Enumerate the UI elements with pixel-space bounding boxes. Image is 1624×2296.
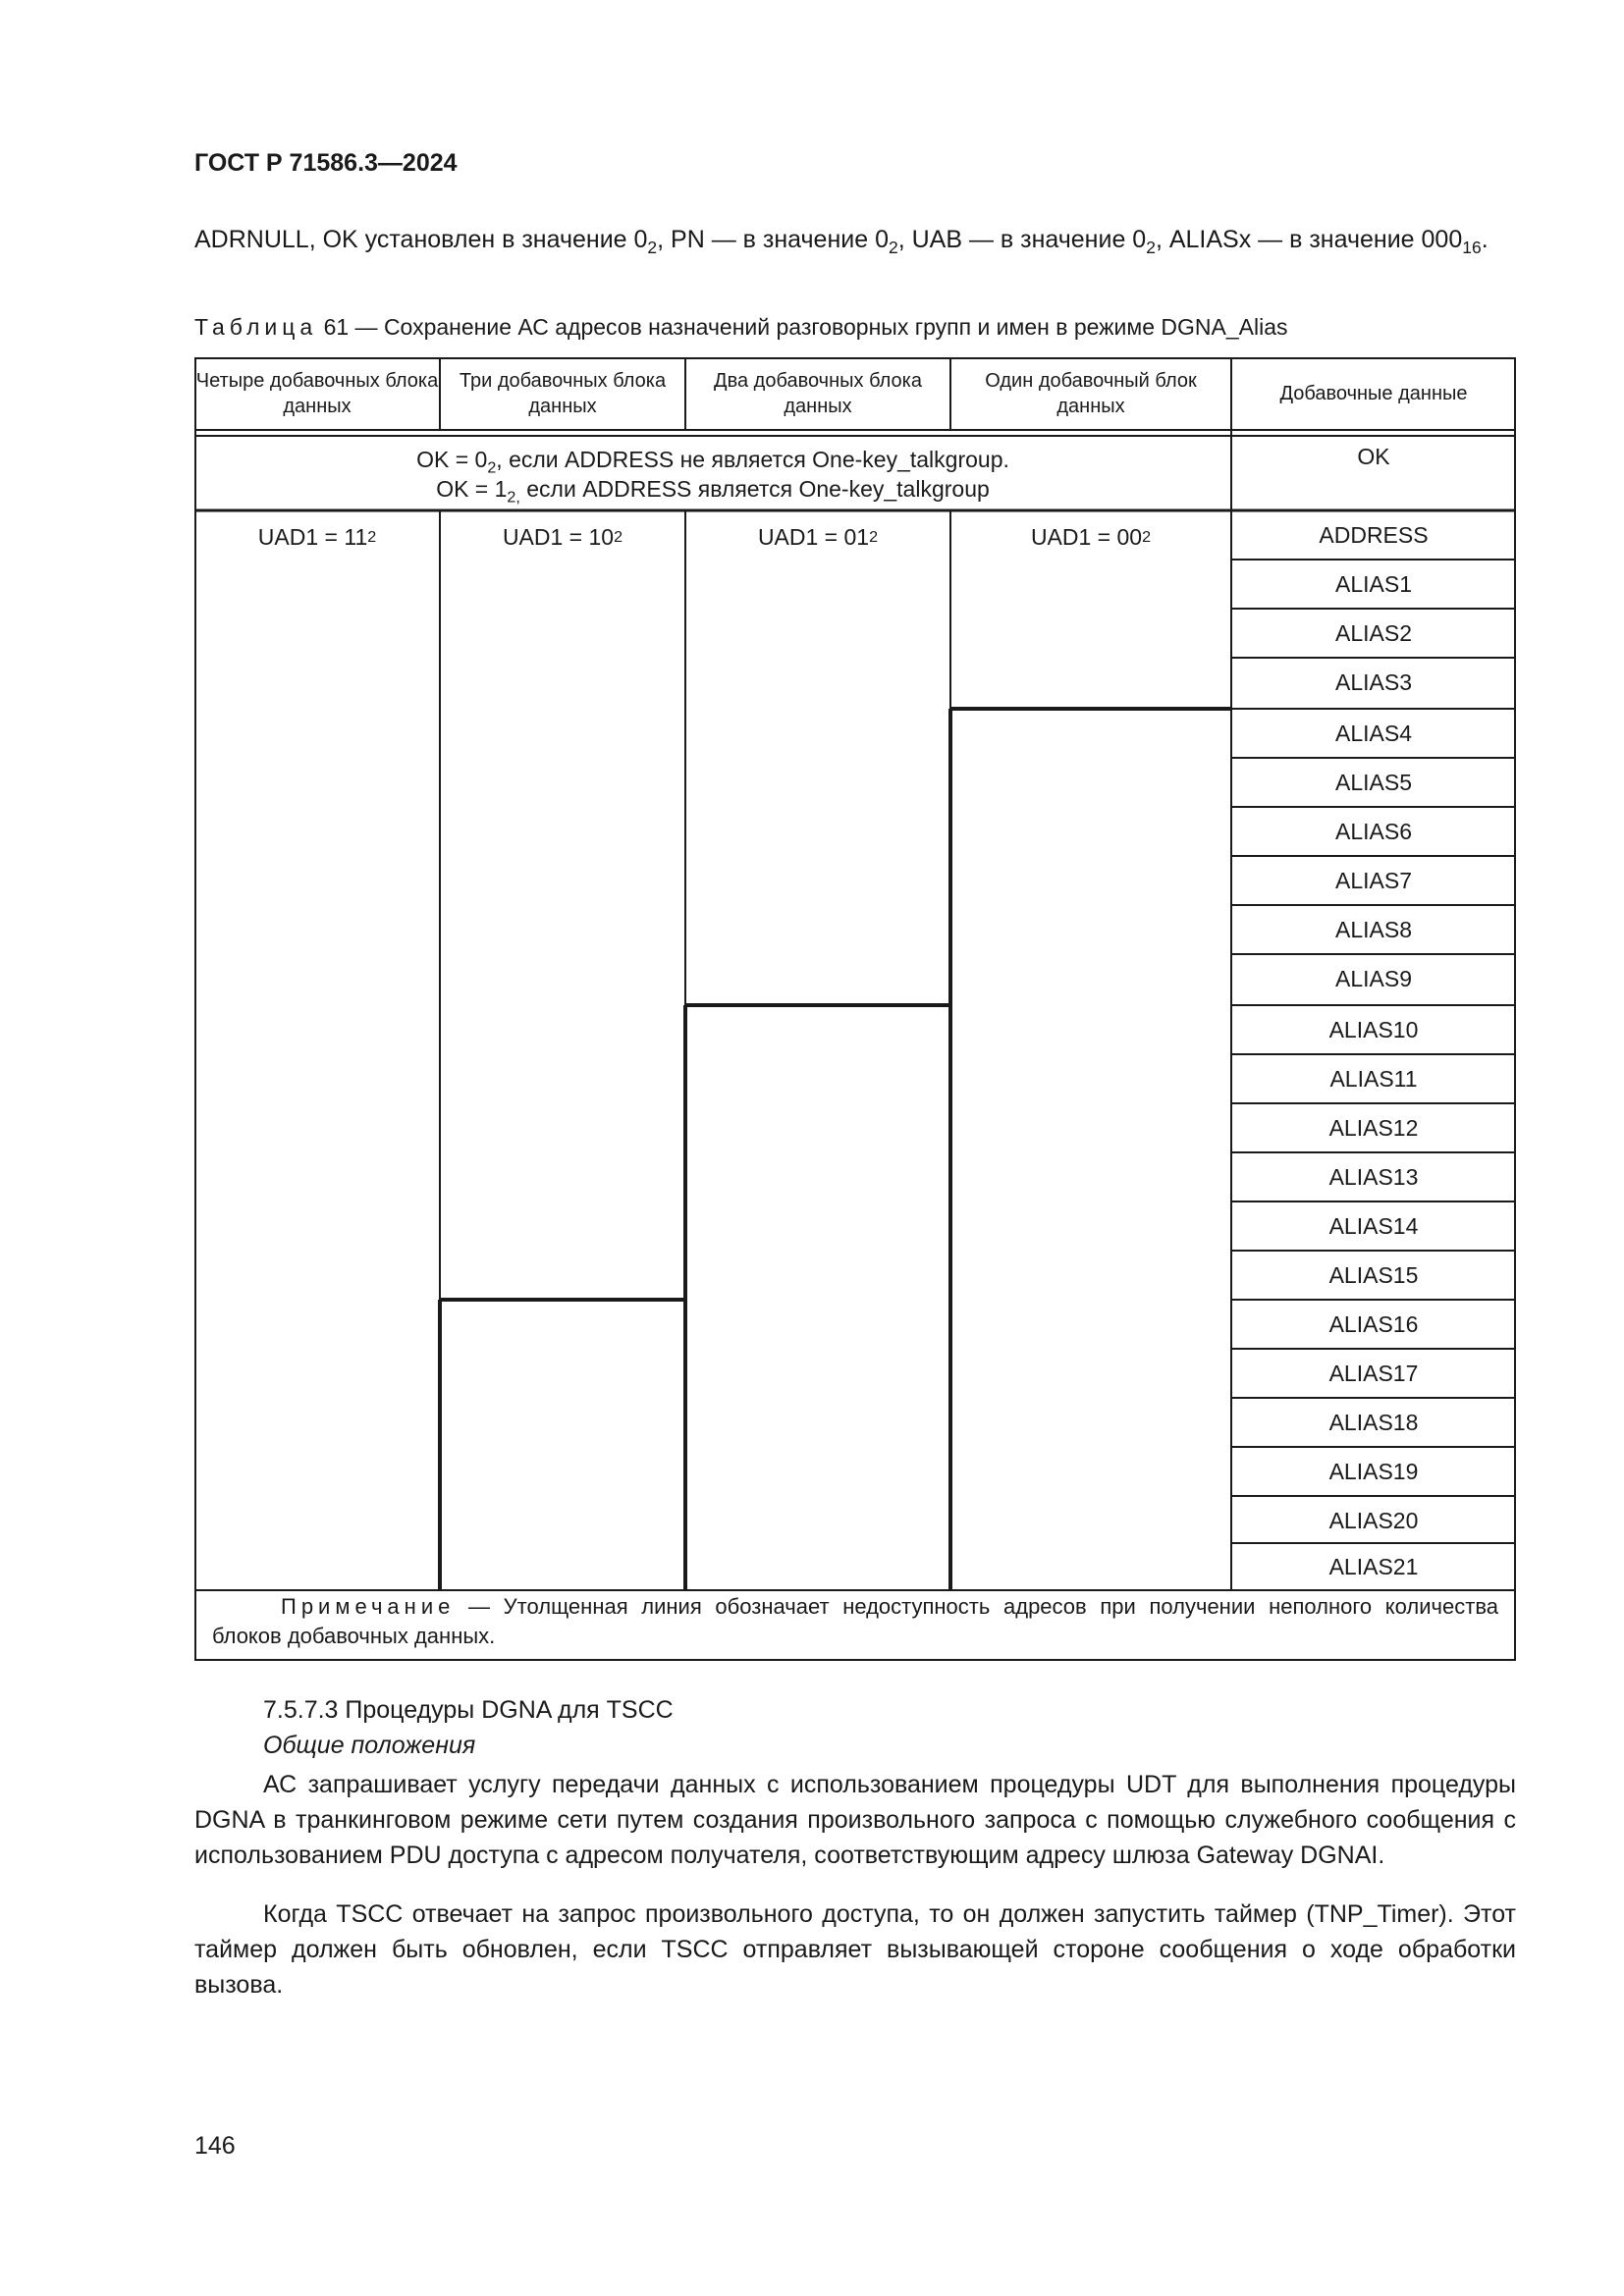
uad-cell-four: UAD1 = 11 2 bbox=[257, 523, 377, 550]
extra-data-alias15: ALIAS15 bbox=[1328, 1261, 1419, 1288]
uad-cell-three: UAD1 = 10 2 bbox=[502, 523, 623, 550]
header-extra-data: Добавочные данные bbox=[1279, 383, 1468, 404]
extra-data-alias19: ALIAS19 bbox=[1328, 1458, 1419, 1484]
extra-data-alias14: ALIAS14 bbox=[1328, 1212, 1419, 1239]
intro-text-5: . bbox=[1481, 226, 1489, 253]
intro-text-3: , UAB — в значение 0 bbox=[897, 226, 1147, 253]
extra-data-alias2: ALIAS2 bbox=[1335, 619, 1412, 646]
intro-sub-3: 2 bbox=[1146, 238, 1156, 258]
extra-data-alias13: ALIAS13 bbox=[1328, 1163, 1419, 1190]
ok-line-1-sub: 2 bbox=[487, 458, 497, 477]
document-header: ГОСТ Р 71586.3—2024 bbox=[194, 149, 458, 177]
body-paragraph-2: Когда TSCC отвечает на запрос произвольного доступа, то он должен запустить таймер (TNP_Timer). Этот таймер должен быть обновлен, если TSCC отправляет вызывающей стороне сообщения о ходе обработки вызова. bbox=[194, 1900, 1516, 1999]
extra-data-alias3: ALIAS3 bbox=[1335, 668, 1412, 695]
uad-four-text: UAD1 = 11 bbox=[257, 523, 368, 550]
page-number: 146 bbox=[194, 2132, 236, 2160]
ok-line-2-sub: 2, bbox=[507, 488, 520, 507]
table-caption bbox=[194, 314, 1287, 341]
extra-data-alias6: ALIAS6 bbox=[1335, 818, 1412, 844]
table-caption-prefix: Таблица bbox=[194, 314, 318, 340]
extra-data-alias17: ALIAS17 bbox=[1328, 1360, 1419, 1386]
uad-two-text: UAD1 = 01 bbox=[757, 523, 870, 550]
extra-data-alias18: ALIAS18 bbox=[1328, 1409, 1419, 1435]
data-table bbox=[194, 357, 1516, 1661]
extra-data-alias21: ALIAS21 bbox=[1328, 1553, 1419, 1579]
section-title: 7.5.7.3 Процедуры DGNA для TSCC bbox=[263, 1696, 674, 1724]
body-paragraph-1: АС запрашивает услугу передачи данных с использованием процедуры UDT для выполнения процедуры DGNA в транкинговом режиме сети путем создания произвольного запроса с помощью служебного сообщения с использованием PDU доступа с адресом получателя, соответствующим адресу шлюза Gateway DGNAI. bbox=[194, 1771, 1516, 1869]
intro-text-2: , PN — в значение 0 bbox=[657, 226, 889, 253]
table-caption-text: 61 — Сохранение АС адресов назначений разговорных групп и имен в режиме DGNA_Alias bbox=[317, 314, 1288, 340]
intro-paragraph bbox=[194, 222, 1516, 257]
uad-cell-two: UAD1 = 01 2 bbox=[757, 523, 879, 550]
intro-sub-2: 2 bbox=[888, 238, 898, 258]
extra-data-alias16: ALIAS16 bbox=[1328, 1310, 1419, 1337]
header-three-blocks: Три добавочных блока данных bbox=[459, 370, 667, 417]
header-one-block: Один добавочный блок данных bbox=[985, 370, 1197, 417]
intro-text-1: ADRNULL, OK установлен в значение 0 bbox=[194, 226, 648, 253]
table-note-prefix: Примечание bbox=[281, 1594, 456, 1619]
subsection-title: Общие положения bbox=[263, 1732, 476, 1759]
extra-data-address: ADDRESS bbox=[1319, 521, 1429, 548]
header-two-blocks: Два добавочных блока данных bbox=[714, 370, 922, 417]
ok-description bbox=[194, 439, 1231, 509]
extra-data-alias12: ALIAS12 bbox=[1328, 1114, 1419, 1141]
intro-text-4: , ALIASx — в значение 000 bbox=[1155, 226, 1463, 253]
extra-data-alias20: ALIAS20 bbox=[1328, 1507, 1419, 1533]
uad-three-text: UAD1 = 10 bbox=[502, 523, 615, 550]
ok-line-2-a: OK = 1 bbox=[436, 476, 508, 502]
table-note-text: — Утолщенная линия обозначает недоступность адресов при получении неполного количества блоков добавочных данных. bbox=[212, 1594, 1498, 1648]
extra-data-alias11: ALIAS11 bbox=[1329, 1065, 1418, 1092]
intro-sub-4: 16 bbox=[1462, 238, 1482, 258]
extra-data-alias10: ALIAS10 bbox=[1328, 1016, 1419, 1042]
uad-cell-one: UAD1 = 00 2 bbox=[1030, 523, 1152, 550]
extra-data-alias9: ALIAS9 bbox=[1335, 965, 1412, 991]
extra-data-alias5: ALIAS5 bbox=[1335, 769, 1412, 795]
extra-data-alias8: ALIAS8 bbox=[1335, 916, 1412, 942]
ok-line-1-b: , если ADDRESS не является One-key_talkgroup. bbox=[496, 447, 1009, 472]
extra-data-alias4: ALIAS4 bbox=[1335, 720, 1412, 746]
ok-line-1-a: OK = 0 bbox=[416, 447, 488, 472]
header-four-blocks: Четыре добавочных блока данных bbox=[195, 370, 439, 417]
extra-data-alias7: ALIAS7 bbox=[1335, 867, 1412, 893]
intro-sub-1: 2 bbox=[647, 238, 658, 258]
extra-data-alias1: ALIAS1 bbox=[1335, 570, 1412, 597]
uad-one-text: UAD1 = 00 bbox=[1030, 523, 1143, 550]
table-note bbox=[212, 1592, 1498, 1651]
ok-line-2-b: если ADDRESS является One-key_talkgroup bbox=[519, 476, 990, 502]
ok-label: OK bbox=[1357, 443, 1390, 469]
ok-line-2 bbox=[436, 474, 990, 507]
ok-line-1 bbox=[416, 445, 1009, 477]
